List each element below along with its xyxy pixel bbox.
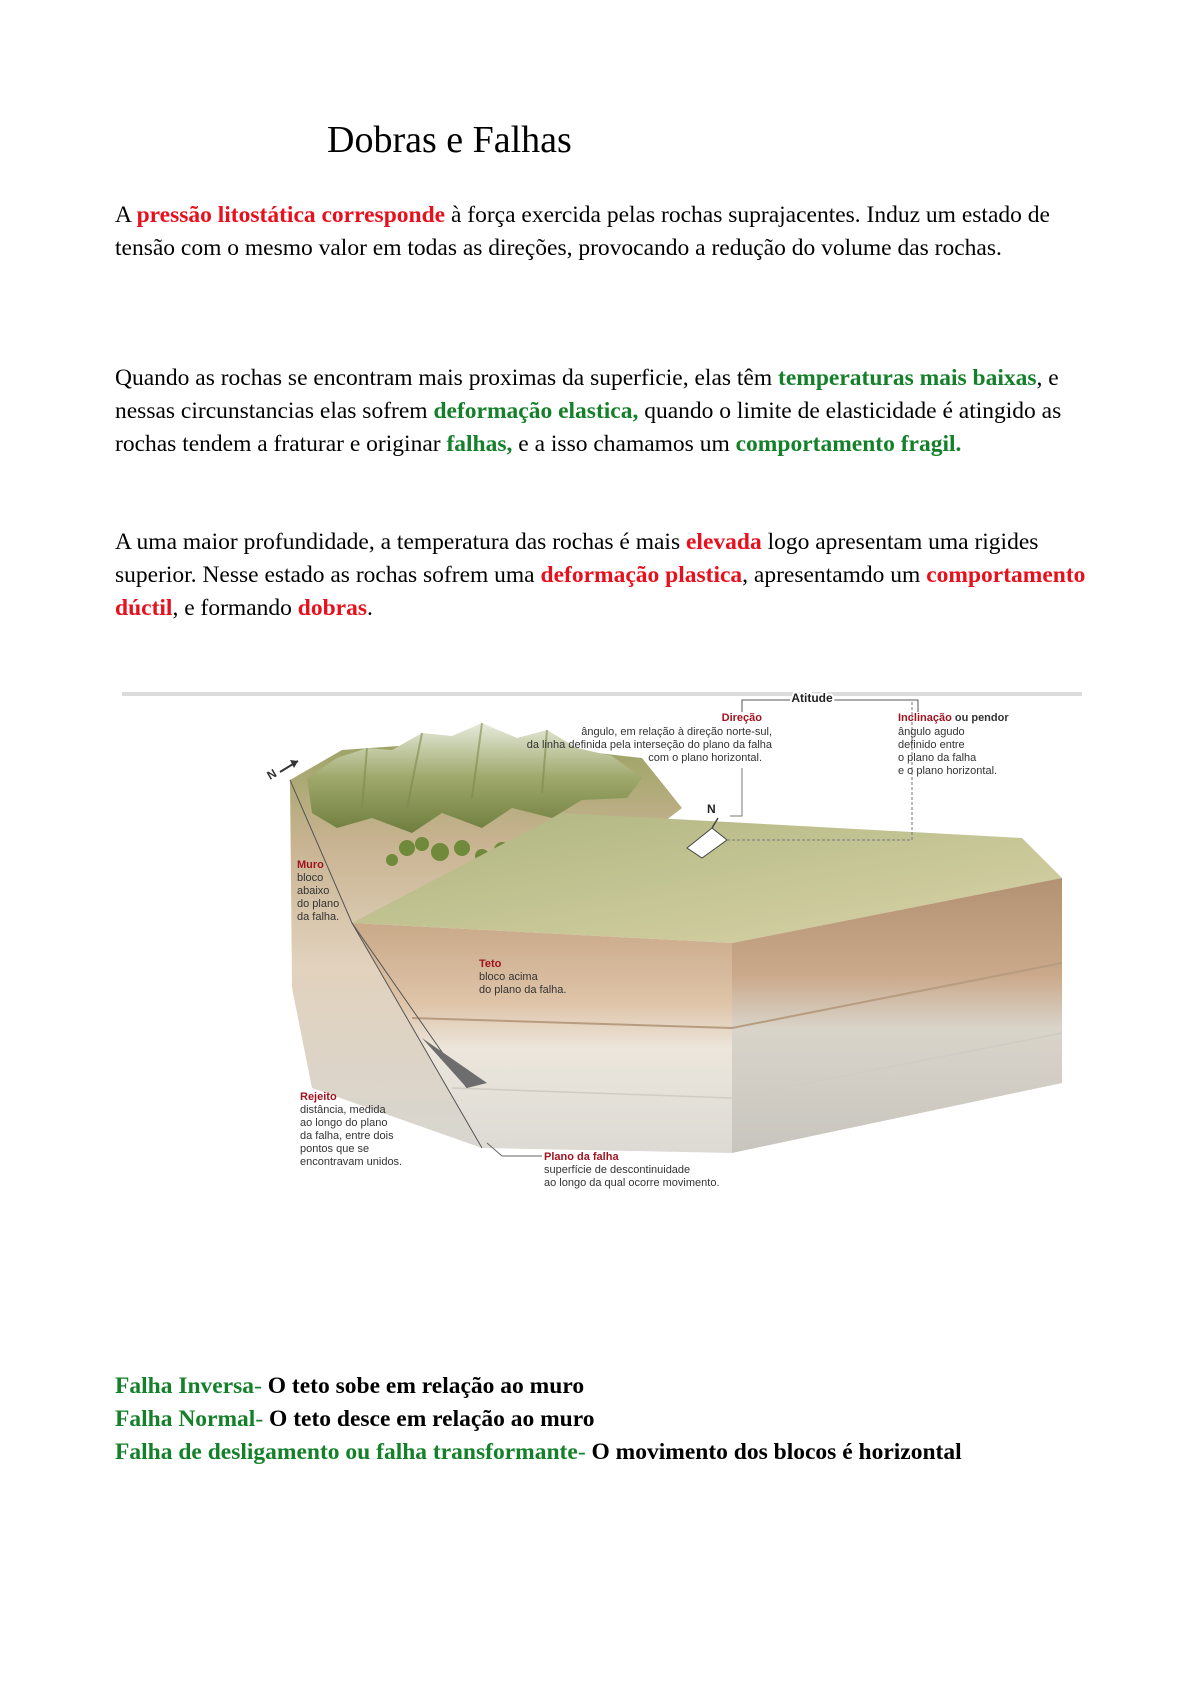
text: . xyxy=(366,595,373,621)
page-title: Dobras e Falhas xyxy=(327,119,572,161)
highlight-term: comportamento fragil. xyxy=(735,431,962,457)
teto-line: do plano da falha. xyxy=(479,984,567,996)
atitude-label: Atitude xyxy=(791,691,833,705)
plano-line: ao longo da qual ocorre movimento. xyxy=(544,1177,720,1189)
rejeito-title: Rejeito xyxy=(300,1091,337,1103)
text: logo apresentam uma rigides superior. Nesse estado as rochas sofrem uma xyxy=(115,529,1039,588)
highlight-term: temperaturas mais baixas xyxy=(778,365,1037,391)
fault-desc: O teto desce em relação ao muro xyxy=(263,1406,595,1432)
paragraph-lithostatic-pressure xyxy=(115,199,1090,265)
text: A uma maior profundidade, a temperatura das rochas é mais xyxy=(115,529,686,555)
text: , apresentamdo um xyxy=(742,562,927,588)
text: Quando as rochas se encontram mais proximas da superficie, elas têm xyxy=(115,365,779,391)
fault-types-list xyxy=(115,1370,1090,1469)
muro-line: do plano xyxy=(297,898,340,910)
direcao-line: com o plano horizontal. xyxy=(648,752,762,764)
leader-line xyxy=(730,768,742,816)
fault-item xyxy=(115,1370,1090,1403)
north-label: N xyxy=(707,802,716,816)
teto-title: Teto xyxy=(479,958,502,970)
direcao-line: da linha definida pela interseção do plano da falha xyxy=(526,739,772,751)
text: à força exercida pelas rochas suprajacentes. Induz um estado de tensão com o mesmo valor em todas as direções, provocando a redução do volume das rochas. xyxy=(115,202,1050,261)
muro-line: bloco xyxy=(297,872,324,884)
dash: - xyxy=(254,1373,262,1399)
inclinacao-line: o plano da falha xyxy=(898,752,977,764)
inclinacao-annotation xyxy=(898,712,1009,777)
fault-name: Falha de desligamento ou falha transformante xyxy=(115,1439,578,1465)
highlight-term: dobras xyxy=(297,595,367,621)
muro-title: Muro xyxy=(297,859,324,871)
teto-line: bloco acima xyxy=(479,971,538,983)
rejeito-line: pontos que se xyxy=(300,1143,370,1155)
direcao-title: Direção xyxy=(721,712,762,724)
inclinacao-heading xyxy=(898,712,1009,724)
text: , e formando xyxy=(172,595,298,621)
plano-annotation xyxy=(544,1151,720,1189)
muro-line: abaixo xyxy=(297,885,330,897)
inclinacao-line: definido entre xyxy=(898,739,965,751)
highlight-term: pressão litostática corresponde xyxy=(136,202,446,228)
text: A xyxy=(115,202,137,228)
rejeito-line: ao longo do plano xyxy=(300,1117,388,1129)
fault-desc: O movimento dos blocos é horizontal xyxy=(585,1439,962,1465)
compass-label: N xyxy=(264,766,280,783)
fault-block-diagram xyxy=(122,688,1082,1198)
dash: - xyxy=(255,1406,264,1432)
fault-item xyxy=(115,1436,1090,1469)
inclinacao-suffix: ou pendor xyxy=(951,712,1009,724)
plano-line: superfície de descontinuidade xyxy=(544,1164,691,1176)
paragraph-ductile-behavior xyxy=(115,526,1090,625)
text: , e nessas circunstancias elas sofrem xyxy=(115,365,1059,424)
rejeito-line: distância, medida xyxy=(300,1104,386,1116)
highlight-term: falhas, xyxy=(446,431,513,457)
paragraph-brittle-behavior xyxy=(115,362,1090,461)
inclinacao-line: e o plano horizontal. xyxy=(898,765,998,777)
fault-diagram-svg xyxy=(122,688,1082,1198)
direcao-line: ângulo, em relação à direção norte-sul, xyxy=(581,726,772,738)
top-rule xyxy=(122,692,1082,696)
inclinacao-title: Inclinação xyxy=(898,712,952,724)
fault-item xyxy=(115,1403,1090,1436)
fault-name: Falha Inversa xyxy=(115,1373,255,1399)
bracket-ticks xyxy=(742,706,918,712)
fault-desc: O teto sobe em relação ao muro xyxy=(261,1373,585,1399)
text: e a isso chamamos um xyxy=(512,431,736,457)
plano-title: Plano da falha xyxy=(544,1151,619,1163)
rejeito-line: encontravam unidos. xyxy=(300,1156,403,1168)
inclinacao-line: ângulo agudo xyxy=(898,726,965,738)
highlight-term: deformação elastica, xyxy=(433,398,639,424)
fault-name: Falha Normal xyxy=(115,1406,256,1432)
muro-line: da falha. xyxy=(297,911,340,923)
highlight-term: deformação plastica xyxy=(540,562,743,588)
highlight-term: comportamento dúctil xyxy=(115,562,1086,621)
highlight-term: elevada xyxy=(685,529,762,555)
rejeito-line: da falha, entre dois xyxy=(300,1130,394,1142)
text: quando o limite de elasticidade é atingido as rochas tendem a fraturar e originar xyxy=(115,398,1062,457)
dash: - xyxy=(577,1439,586,1465)
